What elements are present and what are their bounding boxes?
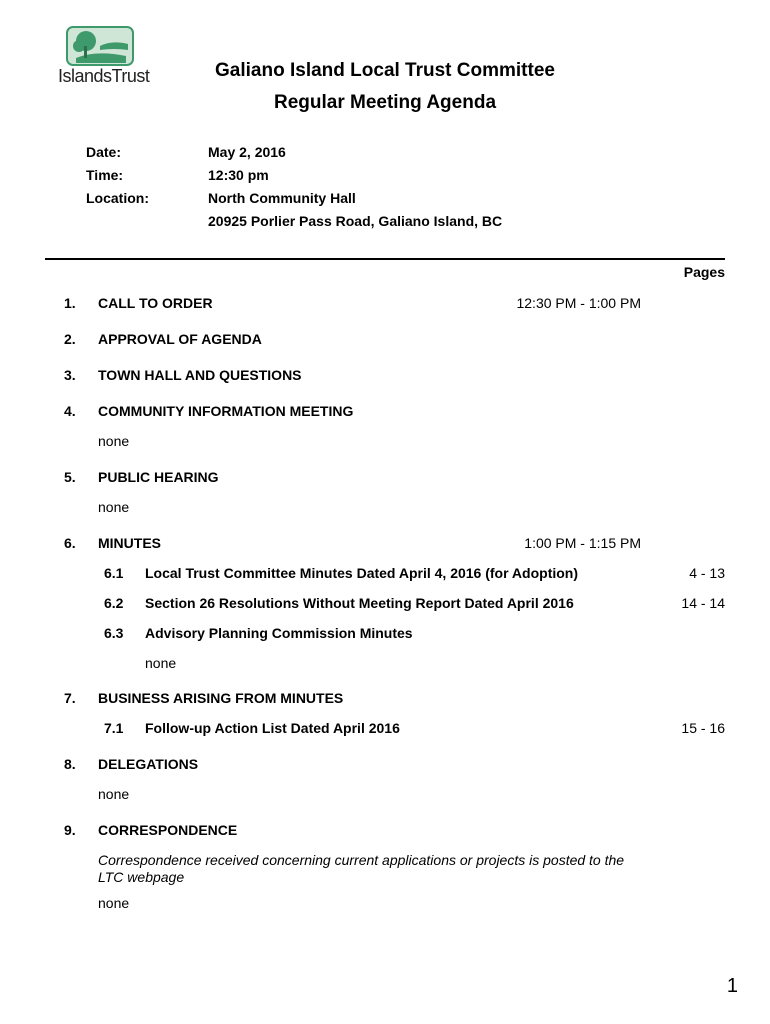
item-note: none — [98, 895, 130, 911]
subitem-number: 7.1 — [104, 720, 124, 736]
item-number: 6. — [64, 535, 76, 551]
item-number: 3. — [64, 367, 76, 383]
item-note: none — [98, 786, 130, 802]
subitem-title: Section 26 Resolutions Without Meeting Report Dated April 2016 — [145, 595, 574, 611]
date-value: May 2, 2016 — [208, 144, 286, 160]
item-number: 1. — [64, 295, 76, 311]
item-time: 1:00 PM - 1:15 PM — [524, 535, 641, 551]
item-number: 9. — [64, 822, 76, 838]
agenda-subtitle: Regular Meeting Agenda — [273, 92, 497, 113]
item-title: APPROVAL OF AGENDA — [98, 331, 262, 347]
subitem-number: 6.1 — [104, 565, 124, 581]
item-number: 4. — [64, 403, 76, 419]
subitem-pages: 4 - 13 — [689, 565, 725, 581]
item-title: PUBLIC HEARING — [98, 469, 219, 485]
subitem-title: Local Trust Committee Minutes Dated April 4, 2016 (for Adoption) — [145, 565, 579, 581]
location-label: Location: — [86, 190, 149, 206]
item-title: CORRESPONDENCE — [98, 822, 238, 838]
item-title: COMMUNITY INFORMATION MEETING — [98, 403, 354, 419]
time-value: 12:30 pm — [208, 167, 269, 183]
item-note: none — [98, 433, 130, 449]
item-number: 5. — [64, 469, 76, 485]
subitem-number: 6.3 — [104, 625, 124, 641]
logo-wordmark: IslandsTrust — [58, 66, 150, 86]
page-number: 1 — [726, 975, 738, 997]
subitem-title: Follow-up Action List Dated April 2016 — [145, 720, 400, 736]
correspondence-note: Correspondence received concerning current applications or projects is posted to the LTC webpage — [98, 852, 625, 885]
subitem-title: Advisory Planning Commission Minutes — [145, 625, 413, 641]
item-title: CALL TO ORDER — [98, 295, 213, 311]
item-note: none — [98, 499, 130, 515]
pages-header: Pages — [683, 264, 725, 280]
subitem-pages: 14 - 14 — [681, 595, 725, 611]
time-label: Time: — [86, 167, 124, 183]
item-title: BUSINESS ARISING FROM MINUTES — [98, 690, 344, 706]
subitem-pages: 15 - 16 — [681, 720, 725, 736]
item-number: 7. — [64, 690, 76, 706]
location-value: North Community Hall — [208, 190, 356, 206]
divider — [45, 258, 725, 260]
item-number: 2. — [64, 331, 76, 347]
agenda-title: Galiano Island Local Trust Committee — [215, 60, 555, 81]
item-title: TOWN HALL AND QUESTIONS — [98, 367, 302, 383]
item-title: DELEGATIONS — [98, 756, 199, 772]
item-number: 8. — [64, 756, 76, 772]
date-label: Date: — [86, 144, 122, 160]
location-address: 20925 Porlier Pass Road, Galiano Island, BC — [208, 213, 503, 229]
item-time: 12:30 PM - 1:00 PM — [516, 295, 641, 311]
item-title: MINUTES — [98, 535, 161, 551]
subitem-number: 6.2 — [104, 595, 124, 611]
subitem-note: none — [145, 655, 177, 671]
